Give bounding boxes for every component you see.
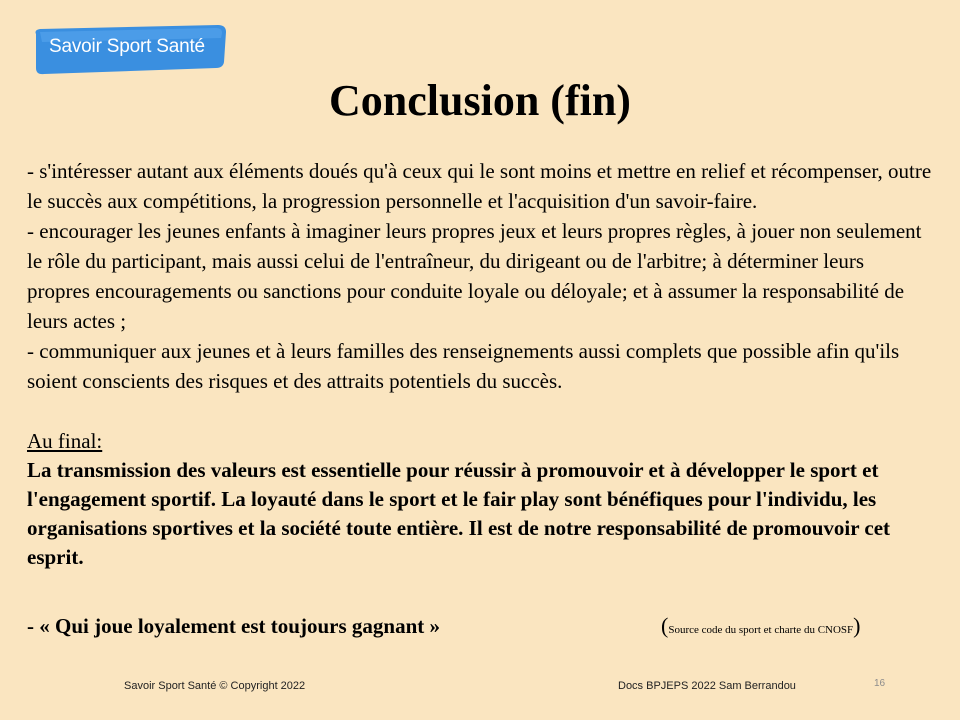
source-open-paren: ( (661, 613, 669, 638)
footer-docs: Docs BPJEPS 2022 Sam Berrandou (618, 680, 796, 692)
bullet-paragraph-2: - encourager les jeunes enfants à imaginer leurs propres jeux et leurs propres règles, à jouer non seulement le rôle du participant, mais aussi celui de l'entraîneur, du dirigeant ou de l'arbitre; à déterminer leurs propres encouragements ou sanctions pour conduite loyale ou déloyale; et à assumer la responsabilité de leurs actes ; (27, 219, 922, 333)
quote-line (27, 610, 932, 642)
paragraph-spacer (27, 396, 932, 426)
bullet-paragraph-1: - s'intéresser autant aux éléments doués qu'à ceux qui le sont moins et mettre en relief et récompenser, outre le succès aux compétitions, la progression personnelle et l'acquisition d'un savoir-faire. (27, 159, 932, 213)
final-label: Au final: (27, 429, 103, 453)
slide-body (27, 156, 932, 572)
source-citation (661, 610, 860, 646)
slide-title: Conclusion (fin) (329, 76, 631, 125)
savoir-sport-sante-logo (32, 24, 228, 76)
final-statement: La transmission des valeurs est essentielle pour réussir à promouvoir et à développer le sport et l'engagement sportif. La loyauté dans le sport et le fair play sont bénéfiques pour l'individu, les organisations sportives et la société toute entière. Il est de notre responsabilité de promouvoir cet esprit. (27, 458, 891, 569)
bullet-paragraph-3: - communiquer aux jeunes et à leurs familles des renseignements aussi complets que possible afin qu'ils soient conscients des risques et des attraits potentiels du succès. (27, 339, 900, 393)
footer-copyright: Savoir Sport Santé © Copyright 2022 (124, 680, 306, 692)
source-text: Source code du sport et charte du CNOSF (668, 624, 854, 636)
logo-text: Savoir Sport Santé (49, 36, 205, 57)
source-close-paren: ) (853, 613, 861, 638)
quote-text: - « Qui joue loyalement est toujours gagnant » (27, 614, 440, 638)
page-number: 16 (874, 678, 886, 689)
